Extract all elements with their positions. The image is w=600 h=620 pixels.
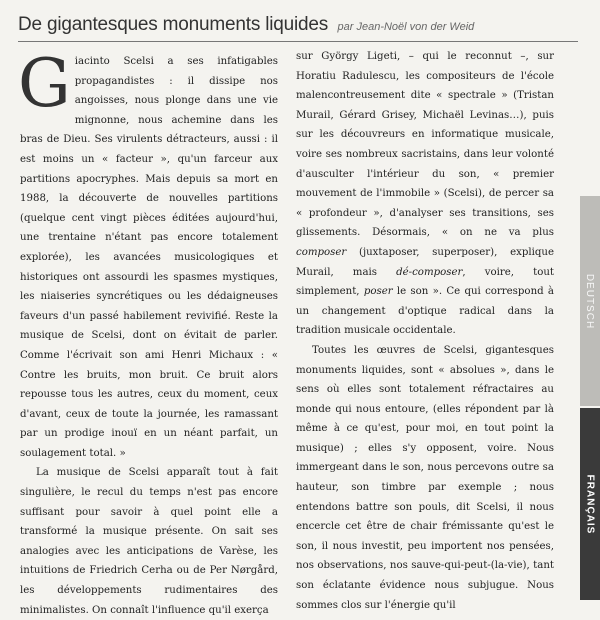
language-tabs [580, 196, 600, 600]
paragraph-1-text: iacinto Scelsi a ses infatigables propagandistes : il dissipe nos angoisses, nous plonge dans une vie mignonne, nous achemine dans les bras de Dieu. Ses virulents détracteurs, aussi : il est moins un « facteur », qu'un farceur aux partitions apocryphes. Mais depuis sa mort en 1988, la découverte de nouvelles partitions (quelque cent vingt pièces éditées aujourd'hui, une trentaine n'étant pas encore totalement explorée), les avancées musicologiques et historiques ont assourdi les spasmes mystiques, les niaiseries syncrétiques ou les dédaigneuses faveurs d'un passé habilement revivifié. Reste la musique de Scelsi, dont on évitait de parler. Comme l'écrivait son ami Henri Michaux : « Contre les bruits, mon bruit. Ce bruit alors repousse tous les autres, ceux du moment, ceux d'avant, ceux de toute la journée, les ramassant par un prodige inouï en un néant parfait, un soulagement total. » [20, 56, 278, 459]
right-column [296, 47, 554, 615]
paragraph-1 [18, 45, 278, 463]
paragraph-3 [296, 47, 554, 341]
left-column [18, 45, 278, 620]
paragraph-3-text-a: sur György Ligeti, – qui le reconnut –, sur Horatiu Radulescu, les compositeurs de l'école malencontreusement dite « spectrale » (Tristan Murail, Gérard Grisey, Michaël Levinas…), puis sur les découvreurs en informatique musicale, voire ses nombreux sacristains, dans leur volonté d'ausculter l'intérieur du son, « premier mouvement de l'immobile » (Scelsi), de percer sa « profondeur », d'analyser ses transitions, ses glissements. Désormais, « on ne va plus [296, 51, 554, 239]
tab-francais-label: FRANÇAIS [584, 474, 596, 534]
tab-francais[interactable] [580, 408, 600, 600]
paragraph-3-text-d: le son ». Ce qui correspond à un changement d'optique radical dans la tradition musicale occidentale. [296, 286, 554, 337]
tab-deutsch-label: DEUTSCH [584, 273, 596, 329]
tab-deutsch[interactable] [580, 196, 600, 406]
drop-cap: G [18, 45, 71, 122]
article-byline: par Jean-Noël von der Weid [337, 21, 475, 33]
emphasis-de-composer: dé-composer [396, 266, 463, 278]
page-header [18, 14, 578, 48]
emphasis-composer: composer [296, 246, 347, 258]
paragraph-3-text-c: , voire, tout simplement, [296, 266, 554, 298]
article-title: De gigantesques monuments liquides [18, 14, 329, 35]
paragraph-2: La musique de Scelsi apparaît tout à fait singulière, le recul du temps n'est pas encore suffisant pour savoir à quel point elle a transformé la musique présente. On sait ses analogies avec les anticipations de Varèse, les intuitions de Friedrich Cerha ou de Per Nørgård, les développements rudimentaires des minimalistes. On connaît l'influence qu'il exerça [20, 467, 278, 616]
paragraph-4: Toutes les œuvres de Scelsi, gigantesques monuments liquides, sont « absolues », dans le sens où elles sont totalement réfractaires au monde qui nous entoure, (elles répondent par là même à ce qu'est, pour moi, en tout point la musique) ; elles s'y opposent, voire. Nous immergeant dans le son, nous percevons outre sa hauteur, son timbre par exemple ; nous entendons battre son pouls, dit Scelsi, il nous encercle cet être de chair frémissante qu'est le son, il nous investit, peu importent nos pensées, nos observations, nos sauve-qui-peut-(la-vie), tant son éclatante évidence nous subjugue. Nous sommes clos sur l'énergie qu'il [296, 344, 554, 611]
header-rule [18, 41, 578, 42]
paragraph-3-text-b: (juxtaposer, superposer), explique Murail, mais [296, 246, 554, 278]
emphasis-poser: poser [363, 286, 393, 298]
